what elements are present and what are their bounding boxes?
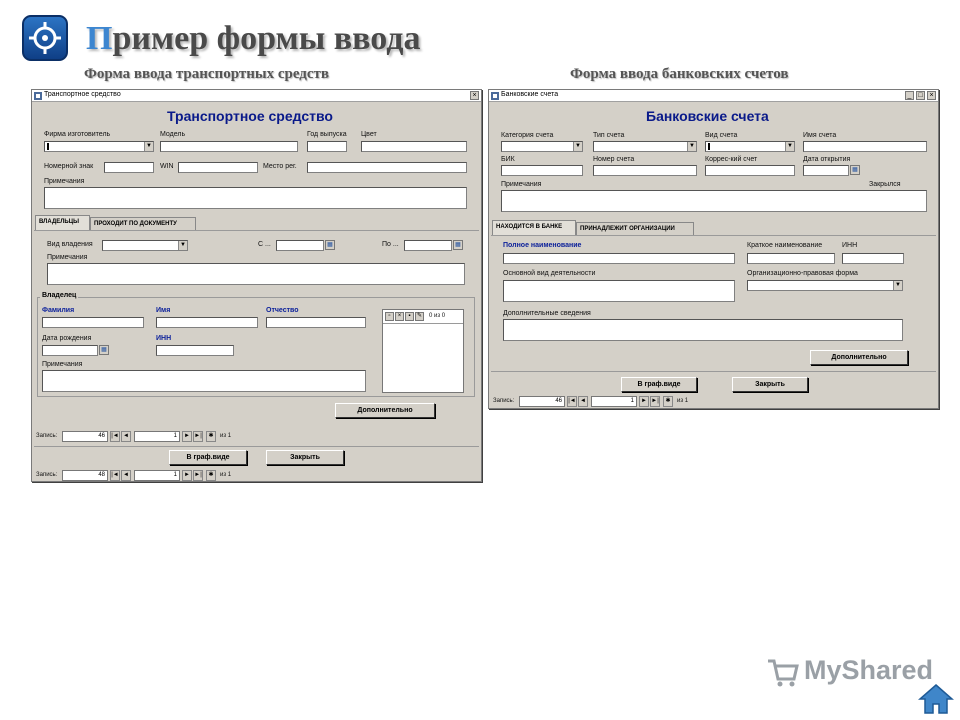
bank-record-total: из 1	[677, 398, 689, 404]
bik-input[interactable]	[501, 165, 583, 176]
bank-window-titlebar	[489, 90, 938, 102]
chevron-down-icon[interactable]: ▼	[178, 241, 187, 250]
chevron-down-icon[interactable]: ▼	[687, 142, 696, 151]
corr-account-label: Коррес-кий счет	[705, 156, 758, 163]
tab-in-bank[interactable]: НАХОДИТСЯ В БАНКЕ	[492, 220, 576, 235]
next-record-icon[interactable]: ►	[639, 396, 649, 407]
manufacturer-label: Фирма изготовитель	[44, 131, 111, 138]
bank-record-label: Запись:	[493, 398, 515, 404]
form-footer-line	[491, 371, 936, 372]
color-label: Цвет	[361, 131, 377, 138]
prev-record-icon[interactable]: ◄	[121, 470, 131, 481]
win-label: WIN	[160, 163, 174, 170]
outer-record-page[interactable]: 1	[134, 470, 180, 481]
plate-label: Номерной знак	[44, 163, 94, 170]
first-record-icon[interactable]: |◄	[567, 396, 577, 407]
chevron-down-icon[interactable]: ▼	[785, 142, 794, 151]
account-type-select[interactable]	[593, 141, 697, 152]
outer-record-current[interactable]: 48	[62, 470, 108, 481]
slide-title	[86, 20, 420, 58]
new-record-nav-icon[interactable]: ✱	[206, 431, 216, 442]
first-record-icon[interactable]: |◄	[110, 470, 120, 481]
new-record-nav-icon[interactable]: ✱	[206, 470, 216, 481]
ownership-notes-input[interactable]	[47, 263, 465, 285]
vehicle-more-button[interactable]: Дополнительно	[335, 403, 435, 418]
text-caret	[47, 143, 49, 150]
birth-date-label: Дата рождения	[42, 335, 92, 342]
next-record-icon[interactable]: ►	[182, 470, 192, 481]
vehicle-form-heading: Транспортное средство	[167, 108, 333, 124]
activity-input[interactable]	[503, 280, 735, 302]
model-input[interactable]	[160, 141, 298, 152]
bank-close-button[interactable]: Закрыть	[732, 377, 808, 392]
tab-strip-line	[34, 230, 479, 231]
bank-notes-label: Примечания	[501, 181, 542, 188]
name-input[interactable]	[156, 317, 258, 328]
bank-form-heading: Банковские счета	[646, 108, 769, 124]
bank-inn-label: ИНН	[842, 242, 858, 249]
form-footer-line	[34, 446, 479, 447]
window-app-icon	[491, 92, 499, 100]
activity-label: Основной вид деятельности	[503, 270, 596, 277]
owner-inn-label: ИНН	[156, 335, 172, 342]
last-record-icon[interactable]: ►|	[193, 470, 203, 481]
inner-record-label: Запись:	[36, 433, 58, 439]
extra-info-label: Дополнительные сведения	[503, 310, 591, 317]
account-category-select[interactable]	[501, 141, 583, 152]
calendar-icon[interactable]: ▦	[99, 345, 109, 355]
inner-record-navigator	[36, 431, 286, 443]
account-name-input[interactable]	[803, 141, 927, 152]
inner-record-page[interactable]: 1	[134, 431, 180, 442]
owner-notes-label: Примечания	[42, 361, 83, 368]
ownership-to-label: По ...	[382, 241, 399, 248]
prev-record-icon[interactable]: ◄	[121, 431, 131, 442]
account-number-input[interactable]	[593, 165, 697, 176]
home-icon[interactable]	[918, 683, 954, 715]
outer-record-navigator	[36, 470, 286, 482]
maximize-icon[interactable]: □	[916, 91, 925, 100]
account-type-label: Тип счета	[593, 132, 625, 139]
bank-record-current[interactable]: 46	[519, 396, 565, 407]
edit-icon[interactable]: ✎	[416, 313, 423, 319]
last-record-icon[interactable]: ►|	[193, 431, 203, 442]
year-label: Год выпуска	[307, 131, 347, 138]
short-name-input[interactable]	[747, 253, 835, 264]
plate-input[interactable]	[104, 162, 154, 173]
vehicle-close-button[interactable]: Закрыть	[266, 450, 344, 465]
calendar-icon[interactable]: ▦	[453, 240, 463, 250]
patronymic-label: Отчество	[266, 307, 299, 314]
calendar-icon[interactable]: ▦	[850, 165, 860, 175]
owner-group-label: Владелец	[42, 292, 77, 299]
corr-account-input[interactable]	[705, 165, 795, 176]
win-input[interactable]	[178, 162, 258, 173]
color-input[interactable]	[361, 141, 467, 152]
bank-form-window	[488, 89, 939, 409]
bank-record-page[interactable]: 1	[591, 396, 637, 407]
extra-info-input[interactable]	[503, 319, 903, 341]
right-caption: Форма ввода банковских счетов	[570, 66, 789, 82]
model-label: Модель	[160, 131, 186, 138]
patronymic-input[interactable]	[266, 317, 366, 328]
slide-title-rest: ример формы ввода	[112, 20, 421, 57]
next-record-icon[interactable]: ►	[182, 431, 192, 442]
ownership-to-input[interactable]	[404, 240, 452, 251]
account-name-label: Имя счета	[803, 132, 837, 139]
full-name-label: Полное наименование	[503, 242, 582, 249]
open-date-input[interactable]	[803, 165, 849, 176]
bank-graph-view-button[interactable]: В граф.виде	[621, 377, 697, 392]
tab-owners[interactable]: ВЛАДЕЛЬЦЫ	[35, 215, 90, 230]
ownership-from-input[interactable]	[276, 240, 324, 251]
legal-form-select[interactable]	[747, 280, 903, 291]
chevron-down-icon[interactable]: ▼	[144, 142, 153, 151]
delete-icon[interactable]: ×	[395, 312, 404, 321]
calendar-icon[interactable]: ▦	[325, 240, 335, 250]
first-record-icon[interactable]: |◄	[110, 431, 120, 442]
tab-document[interactable]: ПРОХОДИТ ПО ДОКУМЕНТУ	[90, 217, 196, 230]
list-counter: 0 из 0	[429, 313, 446, 319]
surname-input[interactable]	[42, 317, 144, 328]
open-date-label: Дата открытия	[803, 156, 851, 163]
presentation-logo-icon	[22, 15, 68, 61]
registration-label: Место рег.	[263, 163, 297, 170]
vehicle-window-titlebar	[32, 90, 481, 102]
short-name-label: Краткое наименование	[747, 242, 823, 249]
registration-input[interactable]	[307, 162, 467, 173]
prev-record-icon[interactable]: ◄	[578, 396, 588, 407]
ownership-type-label: Вид владения	[47, 241, 93, 248]
vehicle-form-window	[31, 89, 482, 482]
chevron-down-icon[interactable]: ▼	[893, 281, 902, 290]
closed-label: Закрылся	[869, 181, 901, 188]
ownership-notes-label: Примечания	[47, 254, 88, 261]
new-record-icon[interactable]: ▫	[385, 312, 394, 321]
outer-record-total: из 1	[220, 472, 232, 478]
bank-more-button[interactable]: Дополнительно	[810, 350, 908, 365]
bik-label: БИК	[501, 156, 515, 163]
text-caret	[708, 143, 710, 150]
bank-inn-input[interactable]	[842, 253, 904, 264]
account-number-label: Номер счета	[593, 156, 635, 163]
list-header-line	[383, 323, 463, 324]
close-icon[interactable]: ×	[927, 91, 936, 100]
name-label: Имя	[156, 307, 171, 314]
owner-document-list[interactable]	[382, 309, 464, 393]
window-app-icon	[34, 92, 42, 100]
ownership-from-label: С ...	[258, 241, 271, 248]
close-icon[interactable]: ×	[470, 91, 479, 100]
account-category-label: Категория счета	[501, 132, 554, 139]
vehicle-notes-label: Примечания	[44, 178, 85, 185]
inner-record-total: из 1	[220, 433, 232, 439]
surname-label: Фамилия	[42, 307, 75, 314]
tab-strip-line	[491, 235, 936, 236]
brand-name: MyShared	[804, 655, 934, 685]
left-caption: Форма ввода транспортных средств	[84, 66, 329, 82]
legal-form-label: Организационно-правовая форма	[747, 270, 858, 277]
new-record-nav-icon[interactable]: ✱	[663, 396, 673, 407]
account-kind-select[interactable]	[705, 141, 795, 152]
outer-record-label: Запись:	[36, 472, 58, 478]
last-record-icon[interactable]: ►|	[650, 396, 660, 407]
tab-organization[interactable]: ПРИНАДЛЕЖИТ ОРГАНИЗАЦИИ	[576, 222, 694, 235]
minimize-icon[interactable]: _	[905, 91, 914, 100]
full-name-input[interactable]	[503, 253, 735, 264]
vehicle-notes-input[interactable]	[44, 187, 467, 209]
inner-record-current[interactable]: 46	[62, 431, 108, 442]
myshared-watermark	[766, 655, 934, 691]
vehicle-window-title: Транспортное средство	[44, 91, 121, 98]
save-icon[interactable]: ▪	[405, 312, 414, 321]
ownership-type-select[interactable]	[102, 240, 188, 251]
bank-window-title: Банковские счета	[501, 91, 559, 98]
manufacturer-select[interactable]	[44, 141, 154, 152]
birth-date-input[interactable]	[42, 345, 98, 356]
account-kind-label: Вид счета	[705, 132, 738, 139]
owner-inn-input[interactable]	[156, 345, 234, 356]
bank-notes-input[interactable]	[501, 190, 927, 212]
chevron-down-icon[interactable]: ▼	[573, 142, 582, 151]
cart-icon	[766, 657, 800, 689]
bank-record-navigator	[493, 396, 743, 408]
year-input[interactable]	[307, 141, 347, 152]
slide-title-first-letter: П	[86, 20, 113, 57]
owner-notes-input[interactable]	[42, 370, 366, 392]
vehicle-graph-view-button[interactable]: В граф.виде	[169, 450, 247, 465]
